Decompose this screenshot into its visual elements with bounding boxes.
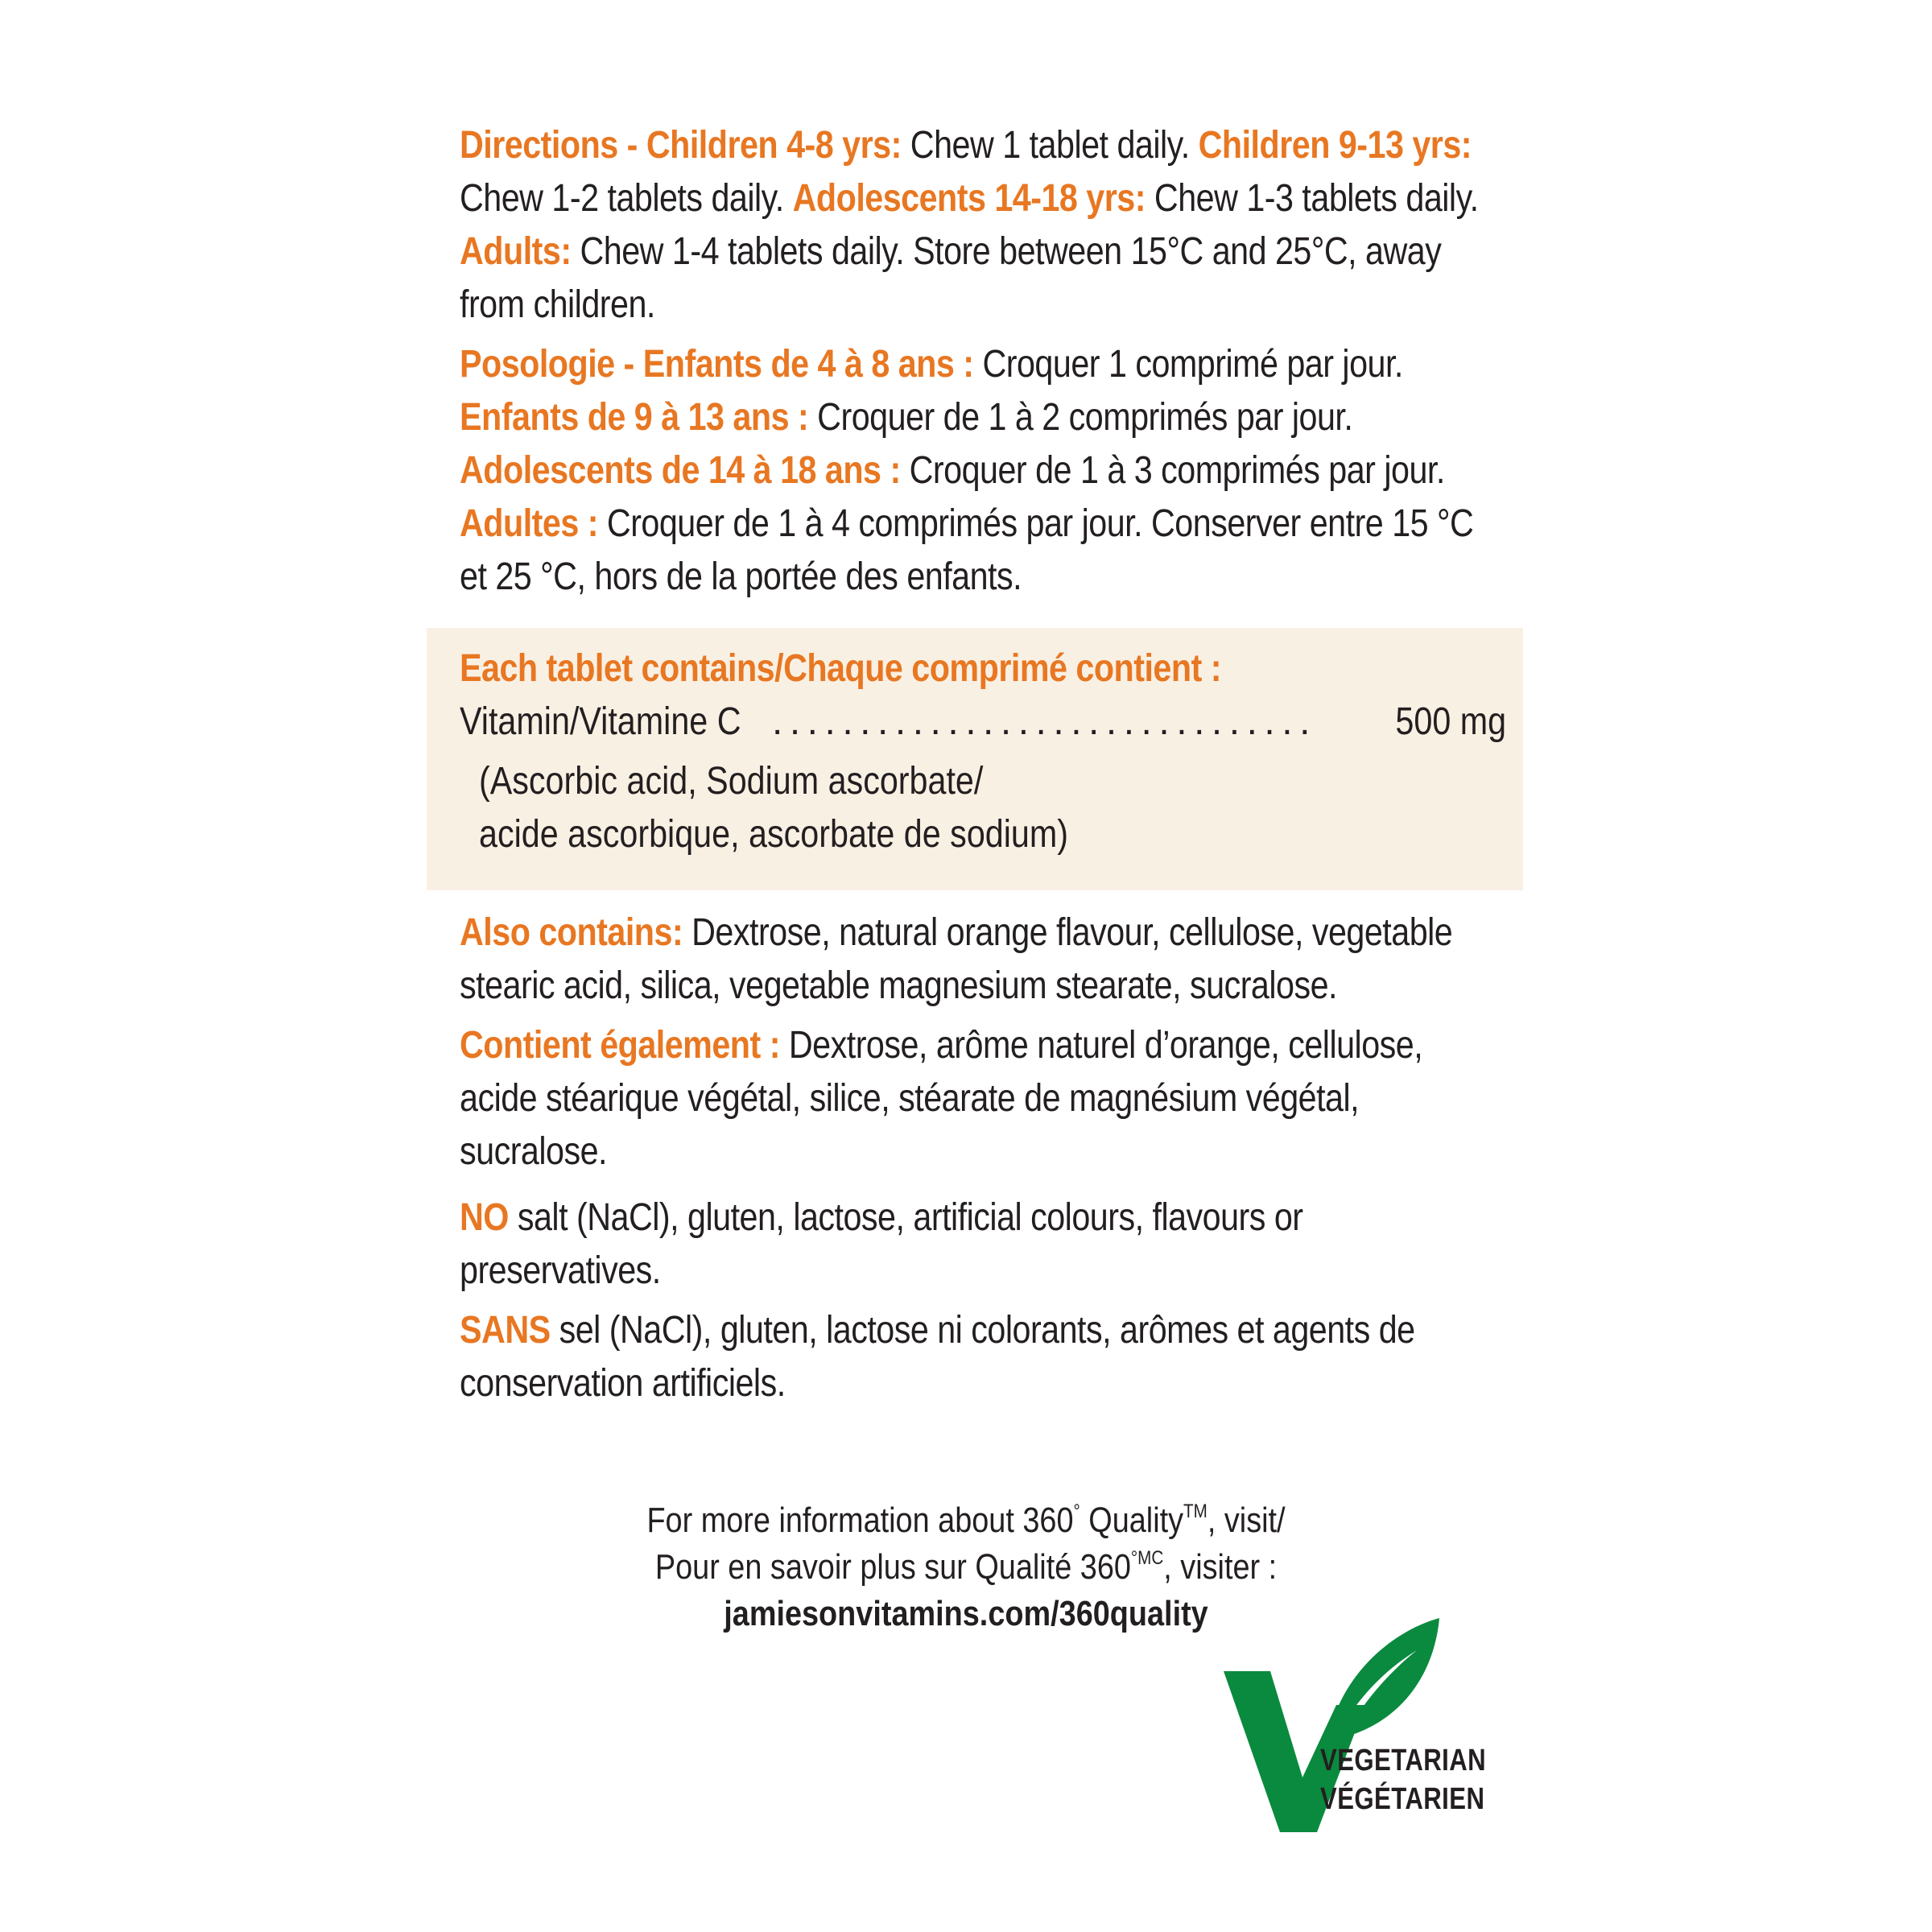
ingredients-heading [460, 642, 1506, 696]
directions-label-adolescents: Adolescents 14-18 yrs: [792, 177, 1146, 220]
free-from-french [460, 1304, 1506, 1410]
posologie-text-enfants-4-8: Croquer 1 comprimé par jour. [973, 343, 1403, 386]
also-contains-french [460, 1019, 1506, 1179]
directions-label-children-9-13: Children 9-13 yrs: [1198, 124, 1472, 167]
quality-info-en-prefix: For more information about 360 [646, 1501, 1074, 1540]
also-contains-label: Also contains: [460, 911, 683, 954]
free-from-label: NO [460, 1196, 509, 1239]
posologie-text-enfants-9-13: Croquer de 1 à 2 comprimés par jour. [808, 396, 1353, 439]
trademark-mark: TM [1183, 1501, 1208, 1522]
sans-label: SANS [460, 1309, 551, 1352]
directions-text-adults: Chew 1-4 tablets daily. Store between 15°C and 25°C, away from children. [460, 230, 1442, 326]
posologie-label-adolescents: Adolescents de 14 à 18 ans : [460, 449, 901, 492]
also-contains-english [460, 906, 1506, 1013]
quality-info-en-quality: Quality [1080, 1501, 1184, 1540]
posologie-text-adolescents: Croquer de 1 à 3 comprimés par jour. [900, 449, 1445, 492]
contient-egalement-label: Contient également : [460, 1024, 780, 1067]
directions-label-adults: Adults: [460, 230, 572, 273]
also-contains-text: Dextrose, natural orange flavour, cellulose, vegetable stearic acid, silica, vegetable magnesium stearate, sucralose. [460, 911, 1453, 1007]
free-from-text: salt (NaCl), gluten, lactose, artificial colours, flavours or preservatives. [460, 1196, 1303, 1292]
sans-text: sel (NaCl), gluten, lactose ni colorants, arômes et agents de conservation artificiels. [460, 1309, 1415, 1405]
contient-egalement-text: Dextrose, arôme naturel d’orange, cellulose, acide stéarique végétal, silice, stéarate de magnésium végétal, sucralose. [460, 1024, 1423, 1173]
marque-mark: °MC [1130, 1547, 1164, 1569]
directions-text-adolescents: Chew 1-3 tablets daily. [1145, 177, 1479, 220]
vegetarian-label-english: VEGETARIAN [1320, 1744, 1487, 1777]
directions-french [460, 338, 1506, 604]
quality-info-url[interactable]: jamiesonvitamins.com/360quality [724, 1594, 1208, 1633]
degree-mark: ° [1073, 1501, 1080, 1522]
leaf-shape [1330, 1618, 1439, 1737]
quality-info [0, 1497, 1932, 1637]
ingredient-row [460, 696, 1506, 755]
posologie-label-enfants-4-8: Posologie - Enfants de 4 à 8 ans : [460, 343, 974, 386]
posologie-text-adultes: Croquer de 1 à 4 comprimés par jour. Conserver entre 15 °C et 25 °C, hors de la portée des enfants. [460, 502, 1474, 598]
directions-label-children-4-8: Directions - Children 4-8 yrs: [460, 124, 902, 167]
ingredients-heading-text: Each tablet contains/Chaque comprimé contient : [460, 647, 1221, 690]
quality-info-french [135, 1544, 1797, 1591]
additional-info-section [460, 906, 1506, 1410]
free-from-english [460, 1191, 1506, 1298]
directions-text-children-9-13: Chew 1-2 tablets daily. [460, 177, 793, 220]
directions-section [460, 119, 1506, 604]
directions-english [460, 119, 1506, 332]
ingredient-source-line-2: acide ascorbique, ascorbate de sodium) [479, 813, 1068, 856]
quality-info-english [135, 1497, 1797, 1544]
posologie-label-adultes: Adultes : [460, 502, 598, 545]
ingredient-amount: 500 mg [1395, 700, 1506, 743]
ingredient-source-line-1: (Ascorbic acid, Sodium ascorbate/ [479, 760, 984, 803]
quality-info-en-suffix: , visit/ [1207, 1501, 1286, 1540]
posologie-label-enfants-9-13: Enfants de 9 à 13 ans : [460, 396, 809, 439]
ingredients-panel [427, 628, 1523, 890]
directions-text-children-4-8: Chew 1 tablet daily. [901, 124, 1199, 167]
quality-info-fr-prefix: Pour en savoir plus sur Qualité 360 [654, 1547, 1131, 1587]
ingredient-leader-dots: ............................... [772, 700, 1317, 743]
vegetarian-label-french: VÉGÉTARIEN [1320, 1782, 1485, 1816]
quality-info-fr-suffix: , visiter : [1163, 1547, 1278, 1587]
ingredient-name: Vitamin/Vitamine C [460, 700, 741, 743]
